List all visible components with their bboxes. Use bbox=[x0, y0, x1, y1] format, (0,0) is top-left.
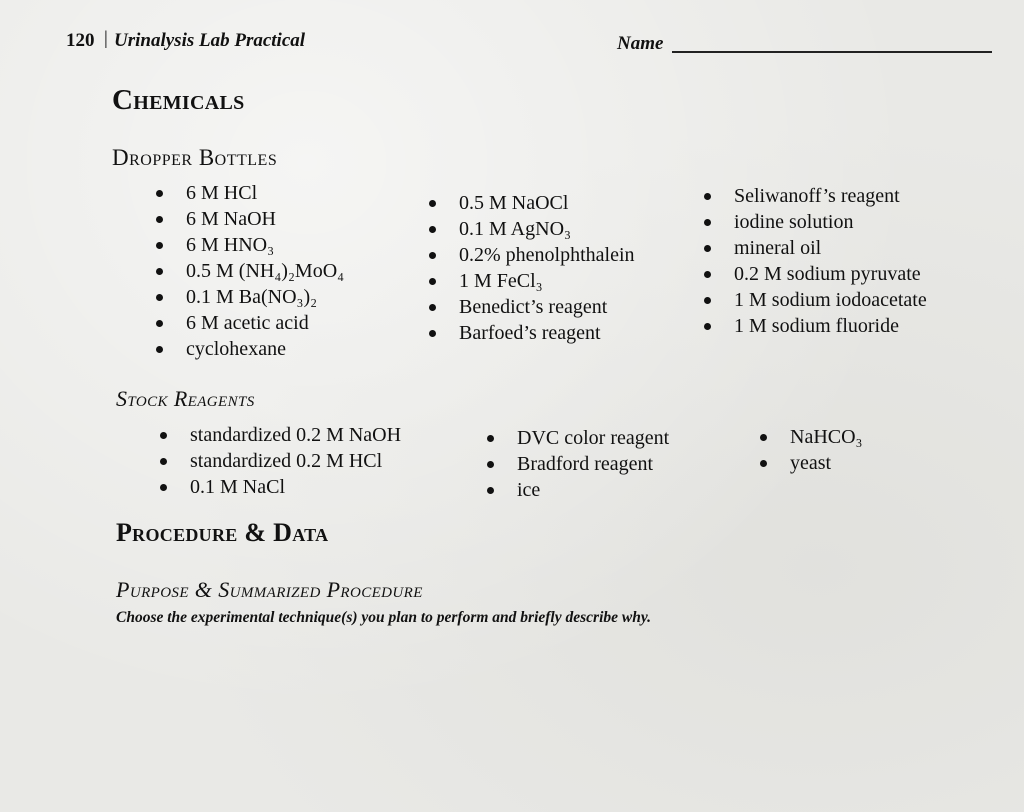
list-item: standardized 0.2 M NaOH bbox=[156, 422, 401, 448]
header-separator: | bbox=[104, 28, 108, 49]
list-item: cyclohexane bbox=[152, 336, 344, 362]
list-item: 6 M NaOH bbox=[152, 206, 344, 232]
page-number: 120 bbox=[66, 30, 95, 51]
list-item: mineral oil bbox=[700, 235, 927, 261]
purpose-heading: Purpose & Summarized Procedure bbox=[116, 577, 423, 602]
list-item: 0.1 M NaCl bbox=[156, 474, 401, 500]
list-item: 0.1 M Ba(NO₃)₂ bbox=[152, 284, 344, 310]
procedure-data-heading: Procedure & Data bbox=[116, 518, 329, 547]
name-field-line[interactable] bbox=[672, 51, 992, 53]
list-item: 6 M HCl bbox=[152, 180, 344, 206]
list-item: Barfoed’s reagent bbox=[425, 320, 635, 346]
dropper-bottles-list-1 bbox=[152, 180, 344, 362]
name-label: Name bbox=[617, 33, 664, 54]
running-title: Urinalysis Lab Practical bbox=[114, 30, 306, 51]
list-item: 0.5 M NaOCl bbox=[425, 190, 635, 216]
list-item: 1 M sodium fluoride bbox=[700, 313, 927, 339]
stock-reagents-list-2 bbox=[483, 425, 669, 503]
stock-reagents-list-3 bbox=[756, 424, 863, 476]
chemicals-heading: Chemicals bbox=[112, 84, 245, 116]
stock-reagents-heading: Stock Reagents bbox=[116, 386, 255, 411]
dropper-bottles-list-3 bbox=[700, 183, 927, 339]
list-item: 0.2 M sodium pyruvate bbox=[700, 261, 927, 287]
list-item: ice bbox=[483, 477, 669, 503]
list-item: NaHCO₃ bbox=[756, 424, 863, 450]
list-item: yeast bbox=[756, 450, 863, 476]
list-item: 0.5 M (NH₄)₂MoO₄ bbox=[152, 258, 344, 284]
list-item: Benedict’s reagent bbox=[425, 294, 635, 320]
list-item: 0.1 M AgNO₃ bbox=[425, 216, 635, 242]
dropper-bottles-heading: Dropper Bottles bbox=[112, 145, 278, 170]
list-item: 0.2% phenolphthalein bbox=[425, 242, 635, 268]
list-item: iodine solution bbox=[700, 209, 927, 235]
list-item: 1 M FeCl₃ bbox=[425, 268, 635, 294]
list-item: 1 M sodium iodoacetate bbox=[700, 287, 927, 313]
list-item: 6 M HNO₃ bbox=[152, 232, 344, 258]
stock-reagents-list-1 bbox=[156, 422, 401, 500]
list-item: Seliwanoff’s reagent bbox=[700, 183, 927, 209]
list-item: 6 M acetic acid bbox=[152, 310, 344, 336]
purpose-instructions: Choose the experimental technique(s) you plan to perform and briefly describe why. bbox=[116, 609, 652, 626]
dropper-bottles-list-2 bbox=[425, 190, 635, 346]
list-item: Bradford reagent bbox=[483, 451, 669, 477]
list-item: DVC color reagent bbox=[483, 425, 669, 451]
list-item: standardized 0.2 M HCl bbox=[156, 448, 401, 474]
